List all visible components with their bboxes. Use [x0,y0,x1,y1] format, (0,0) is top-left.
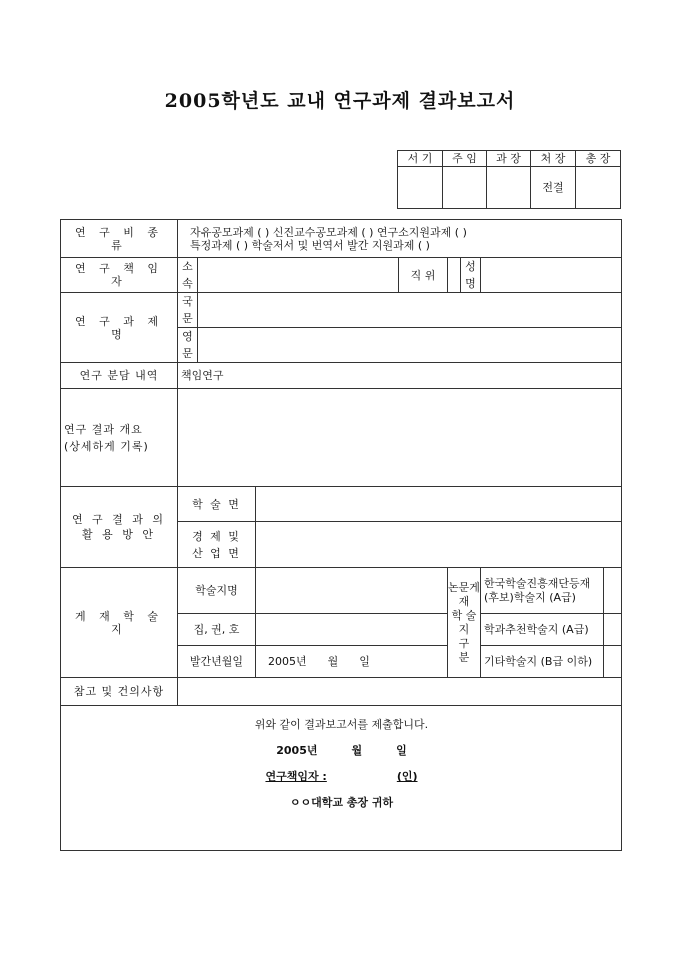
pi-label: 연 구 책 임 자 [61,258,178,293]
approval-table [397,150,621,209]
submission-day: 일 [396,744,407,757]
usage-econ-label [178,522,256,568]
role-label: 연구 분담 내역 [61,363,178,389]
submission-footer [61,706,622,851]
signer-line[interactable] [61,770,622,783]
usage-label-line-1: 연 구 결 과 의 [71,513,167,526]
usage-label-line-2: 활 용 방 안 [82,528,156,541]
approval-cell-clerk[interactable] [398,167,443,209]
position-field[interactable] [448,258,461,293]
journal-label: 게 재 학 술 지 [61,568,178,678]
journal-date-label: 발간년월일 [178,646,256,678]
approval-cell-director[interactable]: 전결 [531,167,576,209]
usage-econ-line-2: 산 업 면 [192,546,241,560]
name-field[interactable] [481,258,622,293]
fund-type-label: 연 구 비 종 류 [61,220,178,258]
journal-category-label [448,568,481,678]
submission-month: 월 [351,744,363,757]
journal-name-field[interactable] [256,568,448,614]
usage-academic-field[interactable] [256,487,622,522]
approval-cell-president[interactable] [576,167,621,209]
name-label: 성 명 [461,258,481,293]
document-title: 2005학년도 교내 연구과제 결과보고서 [164,90,516,112]
usage-label [61,487,178,568]
fund-type-options[interactable] [178,220,622,258]
report-form-table [60,219,622,851]
approval-header-clerk: 서 기 [398,151,443,167]
journal-option-dept-check[interactable] [604,614,622,646]
fund-type-line-1: 자유공모과제 ( ) 신진교수공모과제 ( ) 연구소지원과제 ( ) [190,225,467,239]
journal-option-other: 기타학술지 (B급 이하) [481,646,604,678]
remarks-label: 참고 및 건의사항 [61,678,178,706]
fund-type-line-2: 특정과제 ( ) 학술저서 및 번역서 발간 지원과제 ( ) [190,238,430,252]
korean-title-field[interactable] [198,293,622,328]
english-title-label: 영 문 [178,328,198,363]
journal-name-label: 학술지명 [178,568,256,614]
approval-cell-chief[interactable] [443,167,487,209]
journal-category-line-5: 구 [458,636,470,650]
approval-header-manager: 과 장 [487,151,531,167]
approval-header-chief: 주 임 [443,151,487,167]
journal-date-field[interactable]: 2005년 월 일 [256,646,448,678]
submission-year: 2005년 [276,744,318,757]
position-label: 직 위 [399,258,448,293]
korean-title-label: 국 문 [178,293,198,328]
project-title-label: 연 구 과 제 명 [61,293,178,363]
journal-category-line-6: 분 [458,650,470,664]
role-value[interactable]: 책임연구 [178,363,622,389]
summary-label [61,389,178,487]
submission-statement: 위와 같이 결과보고서를 제출합니다. [254,718,429,731]
summary-label-line-1: 연구 결과 개요 [64,422,143,436]
journal-option-other-check[interactable] [604,646,622,678]
summary-label-line-2: (상세하게 기록) [64,439,149,453]
remarks-field[interactable] [178,678,622,706]
summary-field[interactable] [178,389,622,487]
seal-label: (인) [396,770,418,783]
journal-option-dept: 학과추천학술지 (A급) [481,614,604,646]
approval-header-director: 처 장 [531,151,576,167]
submission-date [61,744,622,757]
journal-category-line-1: 논문게 [448,580,480,594]
addressee: ㅇㅇ대학교 총장 귀하 [289,796,394,809]
english-title-field[interactable] [198,328,622,363]
journal-category-line-3: 학 술 [451,608,477,622]
usage-econ-field[interactable] [256,522,622,568]
journal-option-kci: 한국학술진흥재단등재 (후보)학술지 (A급) [481,568,604,614]
journal-category-line-4: 지 [458,622,470,636]
journal-option-kci-check[interactable] [604,568,622,614]
approval-cell-manager[interactable] [487,167,531,209]
affiliation-label: 소 속 [178,258,198,293]
usage-academic-label: 학 술 면 [178,487,256,522]
journal-volume-label: 집, 권, 호 [178,614,256,646]
usage-econ-line-1: 경 제 및 [192,529,241,543]
approval-header-president: 총 장 [576,151,621,167]
affiliation-field[interactable] [198,258,399,293]
journal-category-line-2: 재 [458,594,470,608]
signer-label: 연구책임자 : [265,770,327,783]
journal-volume-field[interactable] [256,614,448,646]
